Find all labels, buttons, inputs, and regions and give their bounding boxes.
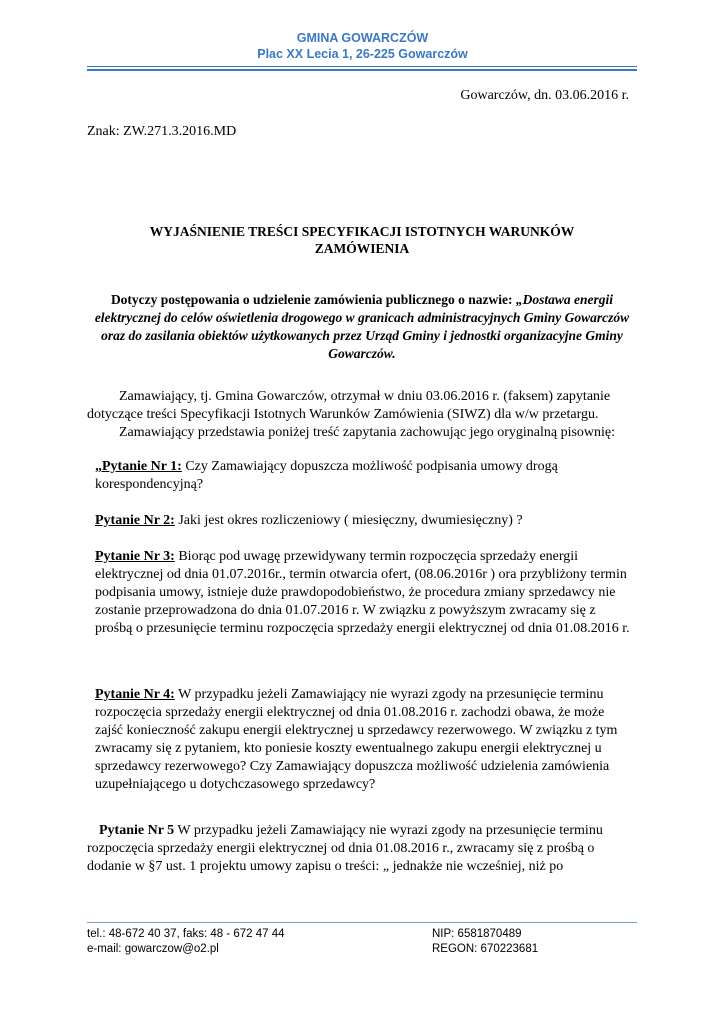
document-title xyxy=(87,223,637,257)
header-rule-thick xyxy=(87,69,637,71)
letterhead xyxy=(0,30,725,62)
intro-section xyxy=(87,388,639,442)
question-text: Czy Zamawiający dopuszcza możliwość podpisania umowy drogą korespondencyjną? xyxy=(95,459,558,492)
footer-contact xyxy=(87,927,285,957)
question-label: Pytanie Nr 2: xyxy=(95,513,175,528)
reference-number: Znak: ZW.271.3.2016.MD xyxy=(87,124,237,139)
footer-rule xyxy=(87,922,637,923)
question-text: Jaki jest okres rozliczeniowy ( miesięczny, dwumiesięczny) ? xyxy=(174,513,523,528)
question-text: Biorąc pod uwagę przewidywany termin rozpoczęcia sprzedaży energii elektrycznej od dnia 01.07.2016r., termin otwarcia ofert, (08.06.2016r ) ora przybliżony termin podpisania umowy, istnieje duże prawdopodobieństwo, że procedura zmiany sprzedawcy nie zostanie przeprowadzona do dnia 01.07.2016 r. W związku z powyższym zwracamy się z prośbą o przesunięcie terminu rozpoczęcia sprzedaży energii elektrycznej od dnia 01.08.2016 r. xyxy=(95,549,630,636)
footer-email: e-mail: gowarczow@o2.pl xyxy=(87,943,219,955)
date-line: Gowarczów, dn. 03.06.2016 r. xyxy=(460,88,629,103)
question-3 xyxy=(95,548,635,638)
subject-name: „Dostawa energii elektrycznej do celów oświetlenia drogowego w granicach administracyjnych Gminy Gowarczów oraz do zasilania obiektów użytkowanych przez Urząd Gminy i jednostki organizacyjne Gminy Gowarczów. xyxy=(94,292,630,361)
title-line-2: ZAMÓWIENIA xyxy=(314,241,410,256)
question-1 xyxy=(95,458,635,494)
question-text: W przypadku jeżeli Zamawiający nie wyrazi zgody na przesunięcie terminu rozpoczęcia sprzedaży energii elektrycznej od dnia 01.08.2016 r. zachodzi obawa, że może zajść konieczność zakupu energii elektrycznej u sprzedawcy rezerwowego. W związku z tym zwracamy się z pytaniem, kto poniesie koszty ewentualnego zakupu energii elektrycznej u sprzedawcy rezerwowego? Czy Zamawiający dopuszcza możliwość udzielenia zamówienia uzupełniającego u dotychczasowego sprzedawcy? xyxy=(95,687,618,792)
header-rule-thin xyxy=(87,66,637,67)
letterhead-address: Plac XX Lecia 1, 26-225 Gowarczów xyxy=(257,47,468,61)
footer-phone-fax: tel.: 48-672 40 37, faks: 48 - 672 47 44 xyxy=(87,928,285,940)
intro-paragraph-2: Zamawiający przedstawia poniżej treść zapytania zachowując jego oryginalną pisownię: xyxy=(119,425,616,440)
question-label: Pytanie Nr 3: xyxy=(95,549,175,564)
question-label: Pytanie Nr 4: xyxy=(95,687,175,702)
question-5 xyxy=(87,822,639,876)
question-text: W przypadku jeżeli Zamawiający nie wyrazi zgody na przesunięcie terminu rozpoczęcia sprzedaży energii elektrycznej od dnia 01.08.2016 r., zwracamy się z prośbą o dodanie w §7 ust. 1 projektu umowy zapisu o treści: „ jednakże nie wcześniej, niż po xyxy=(87,823,603,874)
footer-ids xyxy=(432,927,538,957)
footer-regon: REGON: 670223681 xyxy=(432,943,539,955)
question-2 xyxy=(95,512,635,530)
letterhead-org: GMINA GOWARCZÓW xyxy=(296,31,429,45)
question-label: „Pytanie Nr 1: xyxy=(95,459,182,474)
title-line-1: WYJAŚNIENIE TREŚCI SPECYFIKACJI ISTOTNYCH WARUNKÓW xyxy=(149,224,575,239)
subject-prefix: Dotyczy postępowania o udzielenie zamówienia publicznego o nazwie: xyxy=(110,292,516,307)
question-4 xyxy=(95,686,635,794)
subject-paragraph xyxy=(87,291,637,363)
question-label: Pytanie Nr 5 xyxy=(99,823,175,838)
footer-nip: NIP: 6581870489 xyxy=(432,928,522,940)
intro-paragraph-1: Zamawiający, tj. Gmina Gowarczów, otrzymał w dniu 03.06.2016 r. (faksem) zapytanie dotyczące treści Specyfikacji Istotnych Warunków Zamówienia (SIWZ) dla w/w przetargu. xyxy=(87,389,611,422)
